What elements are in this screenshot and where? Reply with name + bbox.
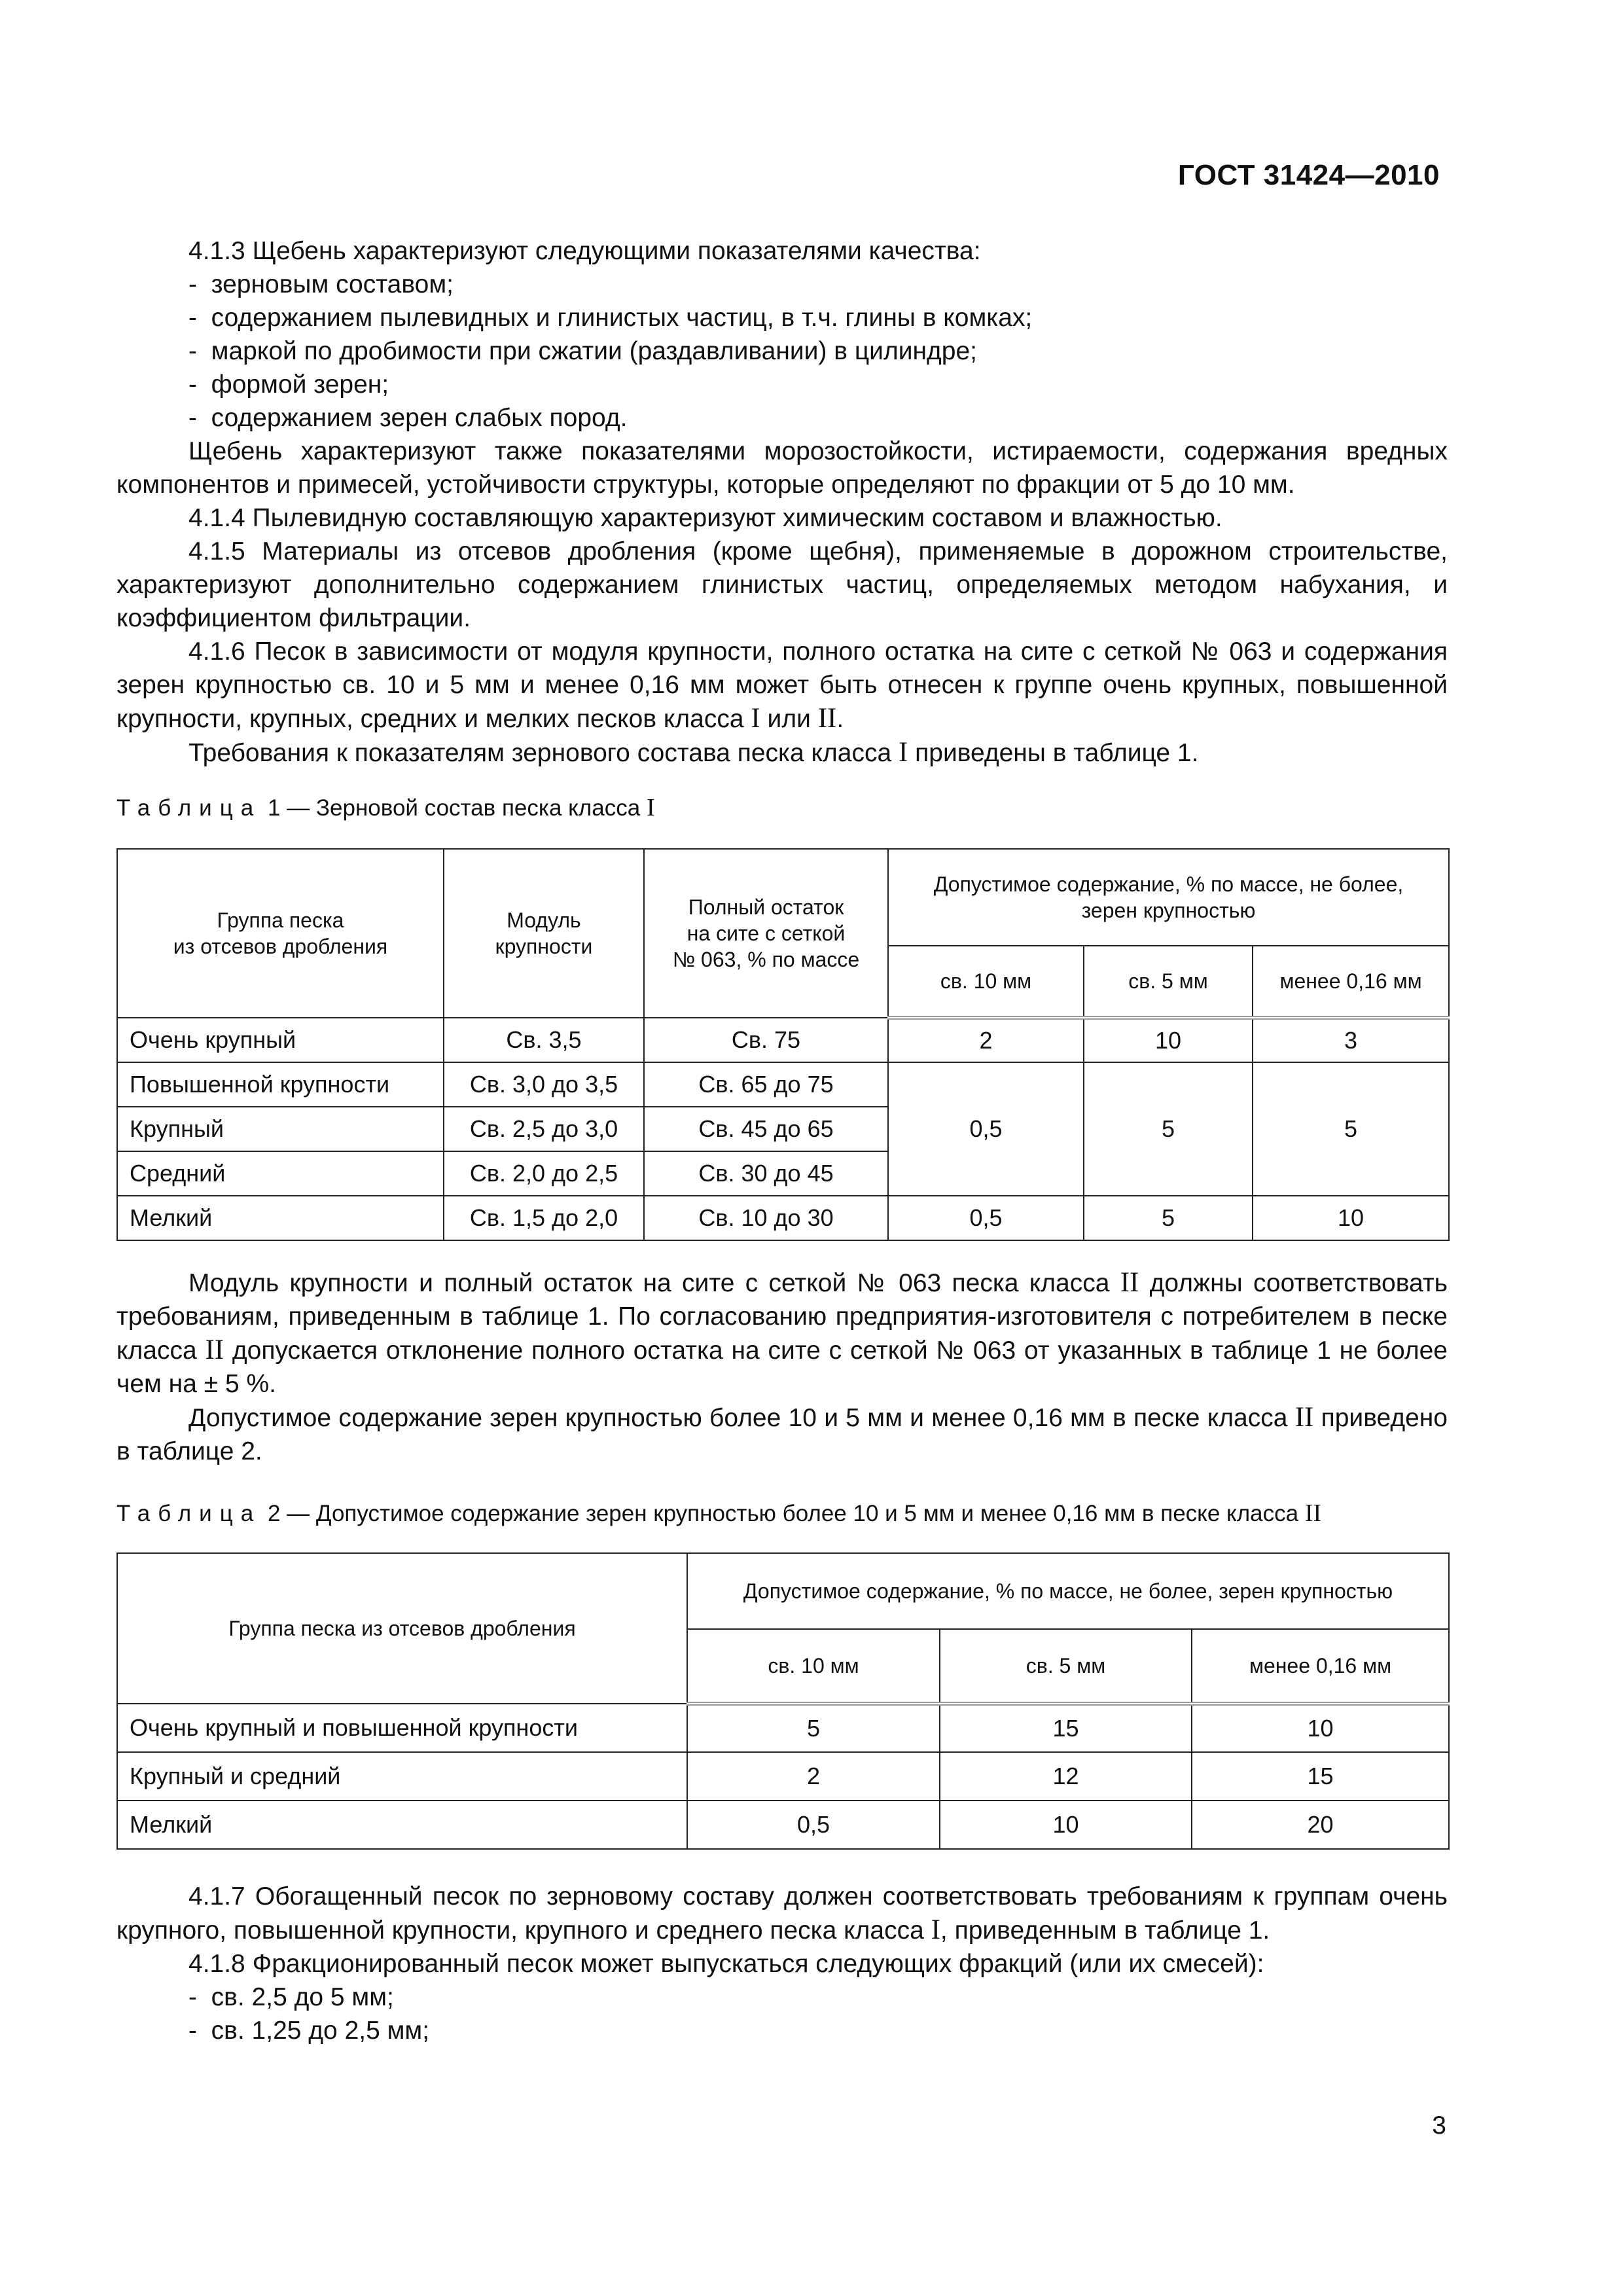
text-block-class-two — [116, 1266, 1448, 1468]
roman-class-two: II — [1294, 1402, 1314, 1433]
cell-group: Крупный — [117, 1107, 444, 1151]
cell-modulus: Св. 2,0 до 2,5 — [444, 1151, 644, 1196]
table-row — [117, 1704, 1449, 1752]
cell-under-0-16mm: 3 — [1253, 1018, 1449, 1062]
roman-class-two: II — [817, 703, 837, 734]
header-allowed-content: Допустимое содержание, % по массе, не более, зерен крупностью — [888, 849, 1449, 946]
paragraph-text: , приведенным в таблице 1. — [940, 1916, 1270, 1945]
clause-4-1-4: 4.1.4 Пылевидную составляющую характеризуют химическим составом и влажностью. — [188, 504, 1222, 532]
header-sand-group: Группа песка из отсевов дробления — [117, 1553, 687, 1704]
cell-group: Очень крупный — [117, 1018, 444, 1062]
cell-under-0-16mm-merged: 5 — [1253, 1062, 1449, 1196]
table-row — [117, 1752, 1449, 1801]
cell-over-5mm: 10 — [1084, 1018, 1253, 1062]
list-item: - маркой по дробимости при сжатии (раздавливании) в цилиндре; — [188, 337, 978, 365]
roman-class-one: I — [898, 737, 908, 768]
table2-reference-paragraph — [116, 1401, 1448, 1468]
paragraph-text: допускается отклонение полного остатка на сите с сеткой № 063 от указанных в таблице 1 не более чем на ± 5 %. — [116, 1336, 1448, 1398]
period: . — [836, 705, 844, 733]
cell-over-10mm: 2 — [888, 1018, 1084, 1062]
clause-4-1-6-text: 4.1.6 Песок в зависимости от модуля крупности, полного остатка на сите с сеткой № 063 и содержания зерен крупностью св. 10 и 5 мм и менее 0,16 мм может быть отнесен к группе очень крупных, повышенной крупности, крупных, средних и мелких песков класса — [116, 637, 1448, 733]
header-total-residue: Полный остаток на сите с сеткой № 063, % по массе — [644, 849, 888, 1018]
connector-text: или — [760, 705, 818, 733]
table1-reference-paragraph — [116, 736, 1448, 770]
list-item: - св. 1,25 до 2,5 мм; — [188, 2017, 430, 2045]
clause-4-1-7 — [116, 1880, 1448, 1947]
table-row — [117, 1062, 1449, 1107]
header-under-0-16mm: менее 0,16 мм — [1253, 946, 1449, 1018]
roman-class-one: I — [931, 1914, 940, 1945]
cell-over-5mm: 5 — [1084, 1196, 1253, 1240]
header-under-0-16mm: менее 0,16 мм — [1192, 1629, 1449, 1704]
paragraph-text: должны соответствовать требованиям, приведенным в таблице 1. По согласованию предприятия-изготовителя с потребителем в песке класса — [116, 1269, 1448, 1365]
caption-label: Таблица — [116, 1501, 262, 1526]
list-item: - содержанием зерен слабых пород. — [188, 404, 628, 432]
roman-class-one: I — [751, 703, 760, 734]
paragraph-text: 4.1.7 Обогащенный песок по зерновому составу должен соответствовать требованиям к группам очень крупного, повышенной крупности, крупного и среднего песка класса — [116, 1882, 1448, 1945]
cell-over-5mm: 12 — [940, 1752, 1192, 1801]
table-header-row — [117, 849, 1449, 946]
table-2-allowed-content — [116, 1552, 1450, 1850]
text-block-clauses-4-1-3-to-4-1-6 — [116, 234, 1448, 770]
cell-modulus: Св. 3,5 — [444, 1018, 644, 1062]
frost-resistance-paragraph: Щебень характеризуют также показателями морозостойкости, истираемости, содержания вредных компонентов и примесей, устойчивости структуры, которые определяют по фракции от 5 до 10 мм. — [116, 437, 1448, 499]
cell-under-0-16mm: 20 — [1192, 1801, 1449, 1849]
cell-modulus: Св. 3,0 до 3,5 — [444, 1062, 644, 1107]
table1-caption — [116, 793, 655, 822]
cell-group: Повышенной крупности — [117, 1062, 444, 1107]
cell-under-0-16mm: 15 — [1192, 1752, 1449, 1801]
table-row — [117, 1018, 1449, 1062]
caption-label: Таблица — [116, 795, 262, 821]
table-row — [117, 1196, 1449, 1240]
table-header-row — [117, 1553, 1449, 1629]
clause-4-1-8: 4.1.8 Фракционированный песок может выпускаться следующих фракций (или их смесей): — [188, 1950, 1264, 1978]
cell-group: Мелкий — [117, 1801, 687, 1849]
cell-under-0-16mm: 10 — [1192, 1704, 1449, 1752]
list-item: - содержанием пылевидных и глинистых частиц, в т.ч. глины в комках; — [188, 304, 1033, 332]
cell-group: Средний — [117, 1151, 444, 1196]
cell-residue: Св. 10 до 30 — [644, 1196, 888, 1240]
paragraph-text: Допустимое содержание зерен крупностью более 10 и 5 мм и менее 0,16 мм в песке класса — [188, 1404, 1295, 1432]
cell-residue: Св. 65 до 75 — [644, 1062, 888, 1107]
roman-class-two: II — [1304, 1499, 1322, 1527]
header-over-5mm: св. 5 мм — [940, 1629, 1192, 1704]
clause-4-1-6 — [116, 635, 1448, 736]
cell-residue: Св. 75 — [644, 1018, 888, 1062]
header-over-10mm: св. 10 мм — [888, 946, 1084, 1018]
cell-modulus: Св. 1,5 до 2,0 — [444, 1196, 644, 1240]
list-item: - формой зерен; — [188, 370, 389, 399]
cell-group: Мелкий — [117, 1196, 444, 1240]
cell-over-10mm: 0,5 — [687, 1801, 940, 1849]
cell-residue: Св. 45 до 65 — [644, 1107, 888, 1151]
reference-text: Требования к показателям зернового состава песка класса — [188, 739, 899, 767]
cell-over-10mm-merged: 0,5 — [888, 1062, 1084, 1196]
table2-caption — [116, 1499, 1321, 1528]
cell-over-5mm: 15 — [940, 1704, 1192, 1752]
cell-group: Крупный и средний — [117, 1752, 687, 1801]
paragraph-text: приведено в таблице 2. — [116, 1404, 1448, 1465]
list-item: - зерновым составом; — [188, 270, 454, 298]
paragraph-text: Модуль крупности и полный остаток на сите с сеткой № 063 песка класса — [188, 1269, 1120, 1297]
cell-modulus: Св. 2,5 до 3,0 — [444, 1107, 644, 1151]
roman-class-two: II — [1120, 1267, 1139, 1298]
header-over-10mm: св. 10 мм — [687, 1629, 940, 1704]
cell-over-5mm: 10 — [940, 1801, 1192, 1849]
cell-group: Очень крупный и повышенной крупности — [117, 1704, 687, 1752]
document-number: ГОСТ 31424—2010 — [1177, 159, 1440, 191]
page-number: 3 — [1432, 2111, 1446, 2140]
caption-text: 2 — Допустимое содержание зерен крупностью более 10 и 5 мм и менее 0,16 мм в песке класса — [261, 1501, 1305, 1526]
table-1-grain-composition — [116, 848, 1450, 1241]
roman-class-two: II — [205, 1335, 224, 1365]
cell-over-10mm: 2 — [687, 1752, 940, 1801]
cell-over-10mm: 0,5 — [888, 1196, 1084, 1240]
list-item: - св. 2,5 до 5 мм; — [188, 1983, 394, 2011]
clause-4-1-5: 4.1.5 Материалы из отсевов дробления (кроме щебня), применяемые в дорожном строительстве, характеризуют дополнительно содержанием глинистых частиц, определяемых методом набухания, и коэффициентом фильтрации. — [116, 537, 1448, 632]
table-row — [117, 1801, 1449, 1849]
text-block-clauses-4-1-7-to-4-1-8 — [116, 1880, 1448, 2047]
clause-4-1-3: 4.1.3 Щебень характеризуют следующими показателями качества: — [188, 237, 981, 265]
header-allowed-content: Допустимое содержание, % по массе, не более, зерен крупностью — [687, 1553, 1449, 1629]
header-sand-group: Группа песка из отсевов дробления — [117, 849, 444, 1018]
cell-over-5mm-merged: 5 — [1084, 1062, 1253, 1196]
roman-class-one: I — [646, 794, 655, 821]
header-fineness-modulus: Модуль крупности — [444, 849, 644, 1018]
cell-under-0-16mm: 10 — [1253, 1196, 1449, 1240]
caption-text: 1 — Зерновой состав песка класса — [261, 795, 647, 821]
cell-over-10mm: 5 — [687, 1704, 940, 1752]
header-over-5mm: св. 5 мм — [1084, 946, 1253, 1018]
cell-residue: Св. 30 до 45 — [644, 1151, 888, 1196]
reference-text: приведены в таблице 1. — [908, 739, 1199, 767]
class-two-modulus-paragraph — [116, 1266, 1448, 1401]
